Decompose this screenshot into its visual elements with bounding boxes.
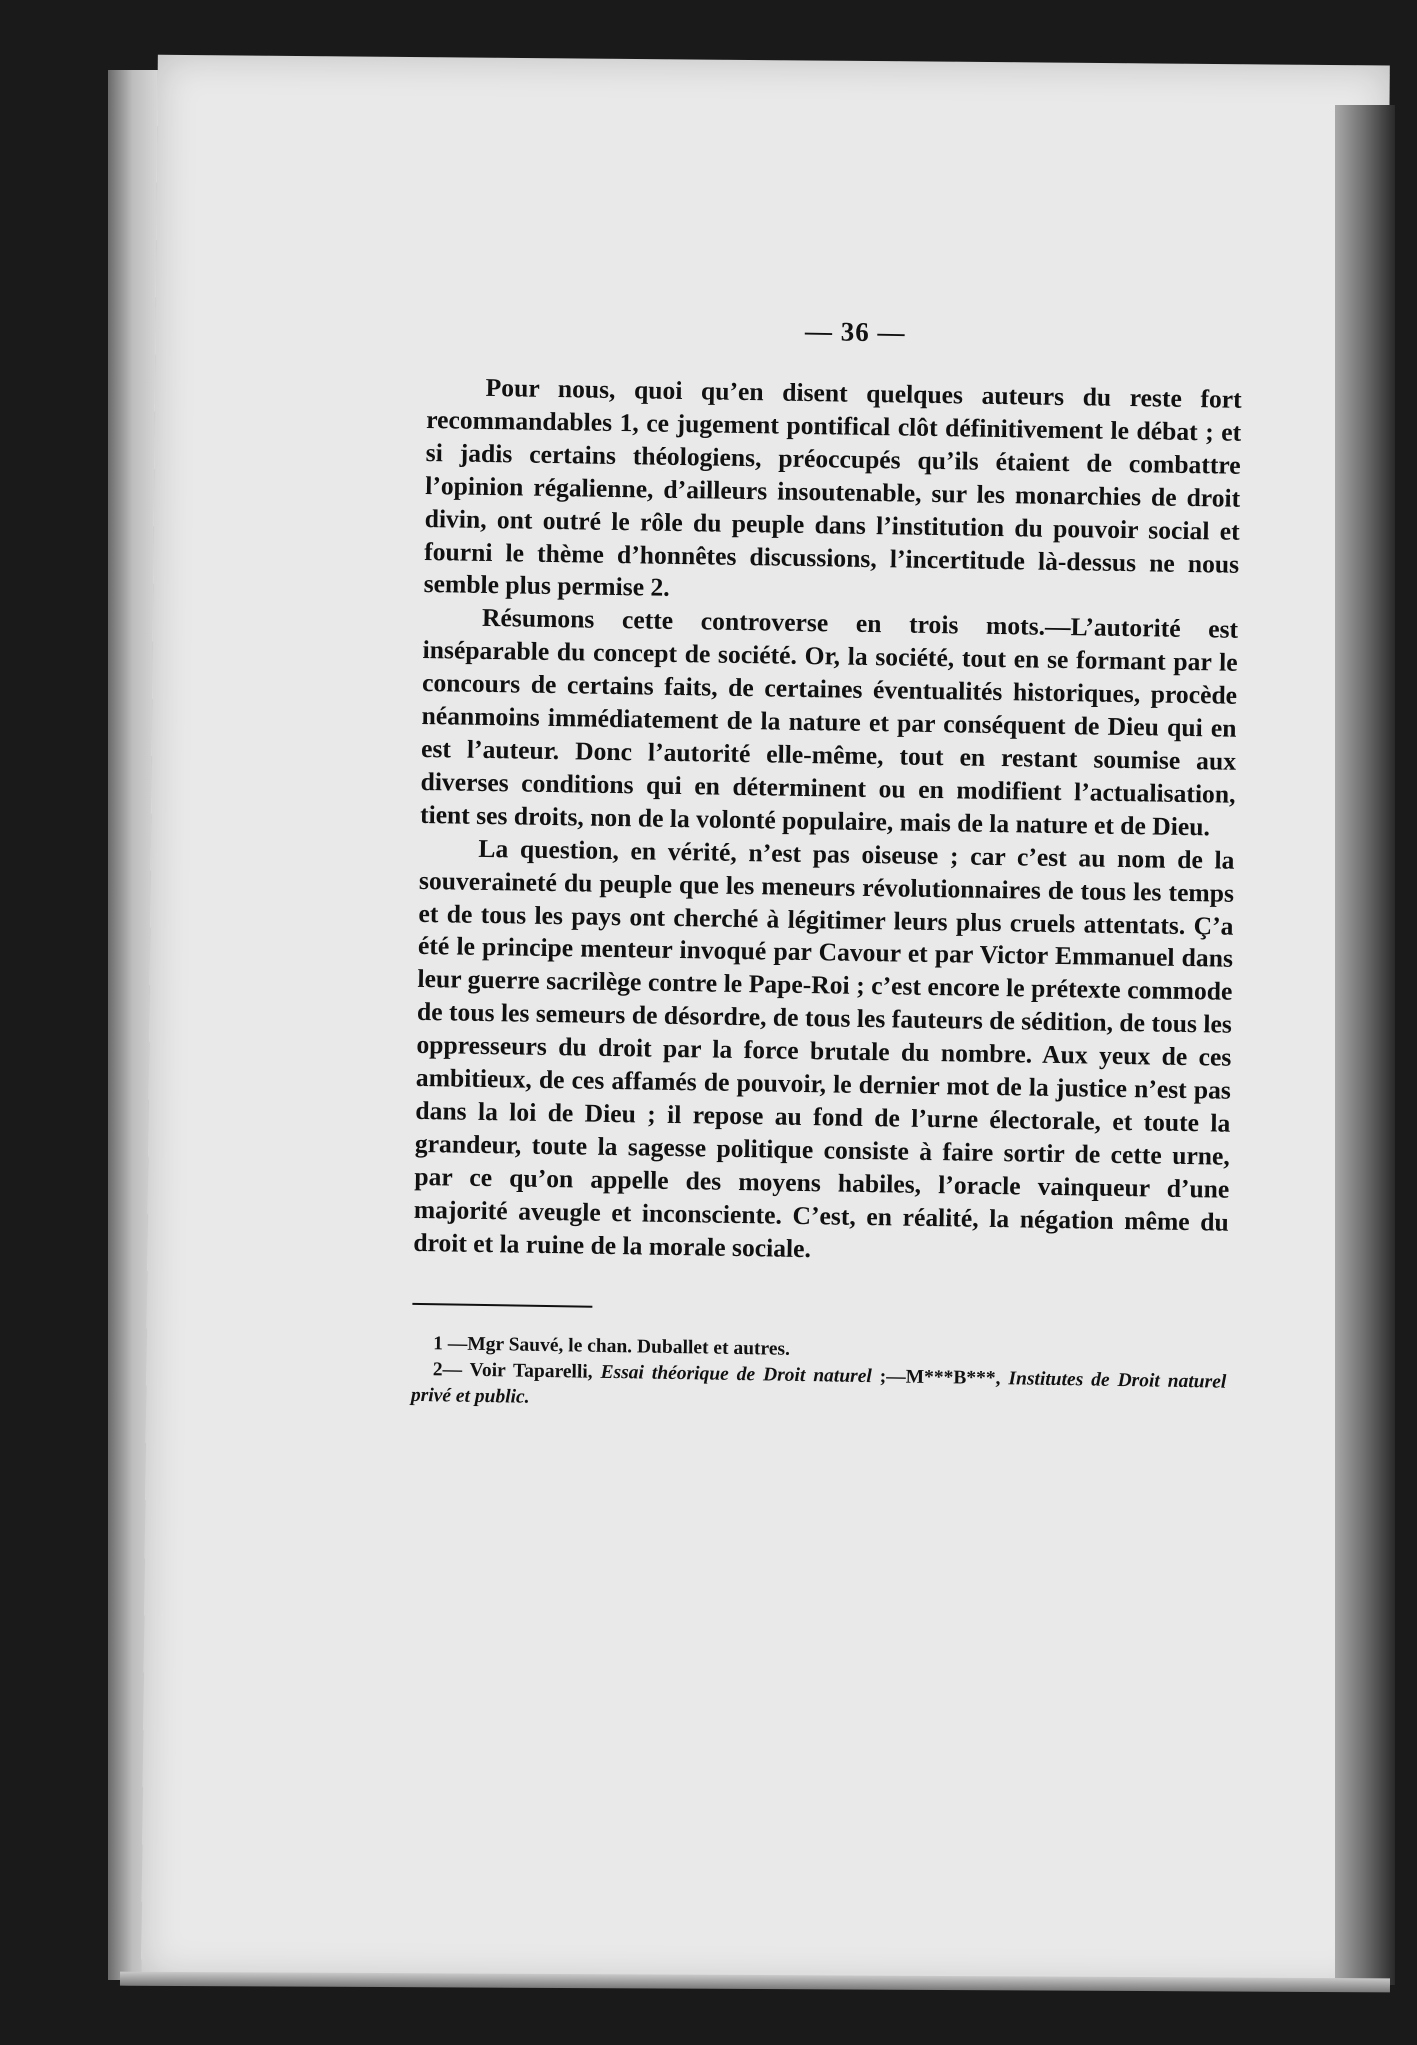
footnote-divider [412,1303,592,1308]
paragraph-3: La question, en vérité, n’est pas oiseuse ; car c’est au nom de la souveraineté du peuple que les meneurs révolutionnaires de tous les temps et de tous les pays ont cherché à légitimer leurs plus cruels attentats. Ç’a été le principe menteur invoqué par Cavour et par Victor Emmanuel dans leur guerre sacrilège contre le Pape-Roi ; c’est encore le prétexte commode de tous les semeurs de désordre, de tous les fauteurs de sédition, de tous les oppresseurs du droit par la force brutale du nombre. Aux yeux de ces ambitieux, de ces affamés de pouvoir, le dernier mot de la justice n’est pas dans la loi de Dieu ; il repose au fond de l’urne électorale, et toute la grandeur, toute la sagesse politique consiste à faire sortir de cette urne, par ce qu’on appelle des moyens habiles, l’oracle vainqueur d’une majorité aveugle et inconsciente. C’est, en réalité, la négation même du droit et la ruine de la morale sociale. [413,833,1235,1263]
book-spine-shadow [1335,105,1395,1985]
footnote-1: 1 —Mgr Sauvé, le chan. Duballet et autres. [433,1333,791,1361]
footnote-2-title-1: Essai théorique de Droit naturel [600,1362,872,1388]
page-number: — 36 — [804,315,906,348]
footnote-2-prefix: 2— Voir Taparelli, [432,1359,601,1384]
footnote-2-title-2: Institutes de Droit naturel privé et public. [410,1368,1227,1409]
paragraph-2: Résumons cette controverse en trois mots.—L’autorité est inséparable du concept de société. Or, la société, tout en se formant par le concours de certains faits, de certaines éventualités historiques, procède néanmoins immédiatement de la nature et par conséquent de Dieu qui en est l’auteur. Donc l’autorité elle-même, tout en restant soumise aux diverses conditions qui en déterminent ou en modifient l’actualisation, tient ses droits, non de la volonté populaire, mais de la nature et de Dieu. [419,603,1239,842]
footnote-2-mid: ;—M***B***, [871,1366,1009,1390]
page-text-block [411,310,1243,1422]
paragraph-1: Pour nous, quoi qu’en disent quelques auteurs du reste fort recommandables 1, ce jugement pontifical clôt définitivement le débat ; et si jadis certains théologiens, préoccupés qu’ils étaient de combattre l’opinion régalienne, d’ailleurs insoutenable, sur les monarchies de droit divin, ont outré le rôle du peuple dans l’institution du pouvoir social et fourni le thème d’honnêtes discussions, l’incertitude là-dessus ne nous semble plus permise 2. [423,372,1242,603]
